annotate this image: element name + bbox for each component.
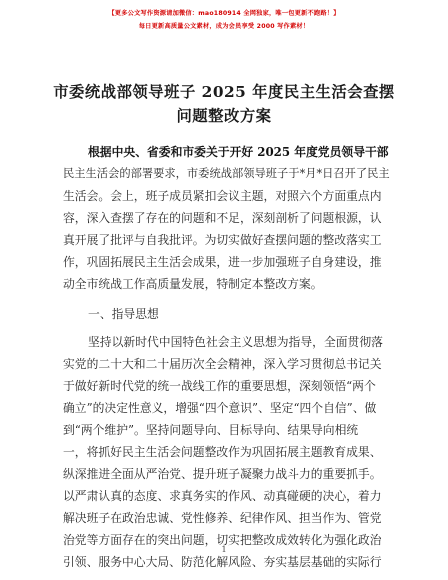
body-line: 容，深入查摆了存在的问题和不足，深刻剖析了问题根源，认 [63, 211, 382, 225]
body-line: 以严肃认真的态度、求真务实的作风、动真碰硬的决心，着力 [63, 489, 382, 503]
body-line: 于做好新时代党的统一战线工作的重要思想，深刻领悟“两个 [63, 379, 376, 393]
body-line: 治党等方面存在的突出问题，切实把整改成效转化为强化政治 [63, 533, 382, 547]
body-line: 真开展了批评与自我批评。为切实做好查摆问题的整改落实工 [63, 233, 382, 247]
body-line: 到“两个维护”。坚持问题导向、目标导向、结果导向相统 [63, 423, 359, 437]
section-heading: 一、指导思想 [88, 307, 159, 321]
page-number: 1 [221, 545, 227, 554]
body-line: 作，巩固拓展民主生活会成果，进一步加强班子自身建设，推 [63, 255, 382, 269]
body-line: 确立”的决定性意义，增强“四个意识”、坚定“四个自信”、做 [63, 401, 377, 415]
body-line: 纵深推进全面从严治党、提升班子凝聚力战斗力的重要抓手。 [63, 467, 382, 481]
document-title-line-2: 问题整改方案 [176, 107, 272, 125]
body-line: 坚持以新时代中国特色社会主义思想为指导，全面贯彻落 [88, 335, 383, 349]
body-line: 解决班子在政治忠诚、党性修养、纪律作风、担当作为、管党 [63, 511, 382, 525]
body-line: 动全市统战工作高质量发展，特制定本整改方案。 [63, 277, 323, 291]
body-line: 民主生活会的部署要求，市委统战部领导班子于*月*日召开了民主 [63, 167, 390, 180]
body-line: 实党的二十大和二十届历次全会精神，深入学习贯彻总书记关 [63, 357, 382, 371]
document-title-line-1: 市委统战部领导班子 2025 年度民主生活会查摆 [53, 83, 395, 101]
promo-banner-line-2: 每日更新高质量公文素材，成为会员享受 2000 写作素材！ [138, 23, 310, 30]
body-line: 生活会。会上，班子成员紧扣会议主题，对照六个方面重点内 [63, 189, 382, 203]
body-line: 根据中央、省委和市委关于开好 2025 年度党员领导干部 [88, 145, 389, 159]
body-line: 一，将抓好民主生活会问题整改作为巩固拓展主题教育成果、 [63, 445, 382, 459]
promo-banner-line-1: 【更多公文写作资源请加微信：mao180914 全网独家，唯一包更新不跑路！】 [108, 10, 340, 17]
body-line: 引领、服务中心大局、防范化解风险、夯实基层基础的实际行 [63, 555, 382, 569]
